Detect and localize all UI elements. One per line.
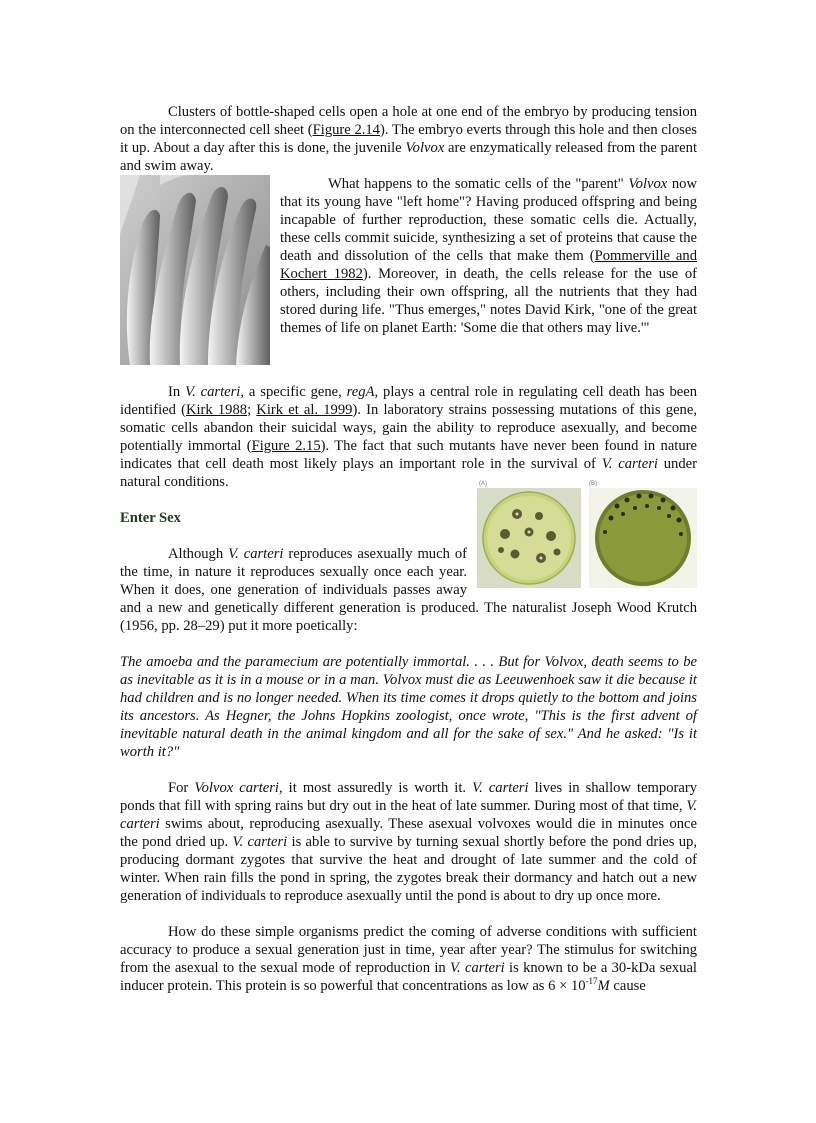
superscript: -17 [585,976,598,986]
text: plays a central role in regulating cell death has been identified ( [120,384,697,418]
text-italic: V. carteri [120,798,697,832]
text-italic: Volvox [405,140,445,156]
figure-bottle-cells-micrograph [120,175,270,365]
text: it most assuredly is worth it. [282,780,473,796]
link-kirk-1988[interactable]: Kirk 1988 [185,402,248,418]
link-figure-2-15[interactable]: Figure 2.15 [251,438,321,454]
paragraph-rega [120,383,697,491]
micrograph-image [120,175,270,365]
text: under natural conditions. [120,456,697,490]
text: cause [609,978,646,994]
text-italic: V. carteri, [185,384,245,400]
text: For [168,780,195,796]
text-italic: Volvox carteri, [194,780,283,796]
text: ; [247,402,257,418]
text: How do these simple organisms predict the coming of adverse conditions with sufficient accuracy to produce a sexual generation just in time, year after year? The stimulus for switching from the asexual to the sexual mode of reproduction in [120,924,697,976]
volvox-colonies-image [477,476,697,588]
paragraph-inducer-protein [120,923,697,995]
figure-label-b: (B) [589,481,597,487]
text: reproduces asexually much of the time, in nature it reproduces sexually once each year. When it does, one generation of individuals passes away and a new and genetically different generation is produced. The naturalist Joseph Wood Krutch (1956, pp. 28–29) put it more poetically: [120,546,697,634]
text: ). The fact that such mutants have never been found in nature indicates that cell death most likely plays an important role in the survival of [120,438,697,472]
text-italic: V. carteri [472,780,529,796]
text-italic: V. carteri [232,834,288,850]
section-heading: Enter Sex [120,510,181,526]
text: ). The embryo everts through this hole and then closes it up. About a day after this is done, the juvenile [120,122,697,156]
text: Although [168,546,229,562]
text: ). In laboratory strains possessing mutations of this gene, somatic cells abandon their suicidal ways, gain the ability to reproduce asexually, and become potentially immortal ( [120,402,697,454]
text: What happens to the somatic cells of the "parent" [328,176,629,192]
figure-label-a: (A) [479,481,487,487]
paragraph-eversion [120,103,697,175]
text-column [120,103,697,995]
text: lives in shallow temporary ponds that fill with spring rains but dry out in the heat of late summer. During most of that time, [120,780,697,814]
text: is able to survive by turning sexual shortly before the pond dries up, producing dormant zygotes that survive the heat and drought of late summer and the cold of winter. When rain fills the pond in spring, the zygotes break their dormancy and hatch out a new generation of individuals to reproduce asexually until the pond is about to dry up once more. [120,834,698,904]
text: swims about, reproducing asexually. These asexual volvoxes would die in minutes once the pond dried up. [120,816,697,850]
figure-volvox-colonies [477,476,697,588]
text: ). Moreover, in death, the cells release for the use of others, including their own offspring, all the nutrients that they had stored during life. "Thus emerges," notes David Kirk, "one of the great themes of life on planet Earth: 'Some die that others may live.'" [280,266,698,336]
text: a specific gene, [244,384,347,400]
text: are enzymatically released from the parent and swim away. [120,140,697,174]
text-italic: V. carteri [450,960,505,976]
text: In [168,384,186,400]
text-italic: Volvox [628,176,668,192]
text-italic: V. carteri [601,456,658,472]
text-italic: M [597,978,610,994]
paragraph-worth-it [120,779,697,905]
text: is known to be a 30-kDa sexual inducer protein. This protein is so powerful that concentrations as low as 6 × 10 [120,960,697,994]
quote-text: The amoeba and the paramecium are potentially immortal. . . . But for Volvox, death seems to be as inevitable as it is in a mouse or in a man. Volvox must die as Leeuwenhoek saw it die because it had children and is no longer needed. When its time comes it drops quietly to the bottom and joins its ancestors. As Hegner, the Johns Hopkins zoologist, once wrote, "This is the first advent of inevitable natural death in the animal kingdom and all for the sake of sex." And he asked: "Is it worth it?" [120,654,697,760]
link-kirk-et-al-1999[interactable]: Kirk et al. 1999 [256,402,353,418]
link-figure-2-14[interactable]: Figure 2.14 [312,122,380,138]
block-quote [120,653,697,761]
text-italic: V. carteri [228,546,284,562]
link-pommerville-kochert-1982[interactable]: Pommerville and Kochert 1982 [280,248,697,282]
text: now that its young have "left home"? Having produced offspring and being incapable of further reproduction, these somatic cells die. Actually, these cells commit suicide, synthesizing a set of proteins that cause the death and dissolution of the cells that make them ( [280,176,697,264]
text: Clusters of bottle-shaped cells open a hole at one end of the embryo by producing tension on the interconnected cell sheet ( [120,104,697,138]
text-italic: regA, [346,384,379,400]
